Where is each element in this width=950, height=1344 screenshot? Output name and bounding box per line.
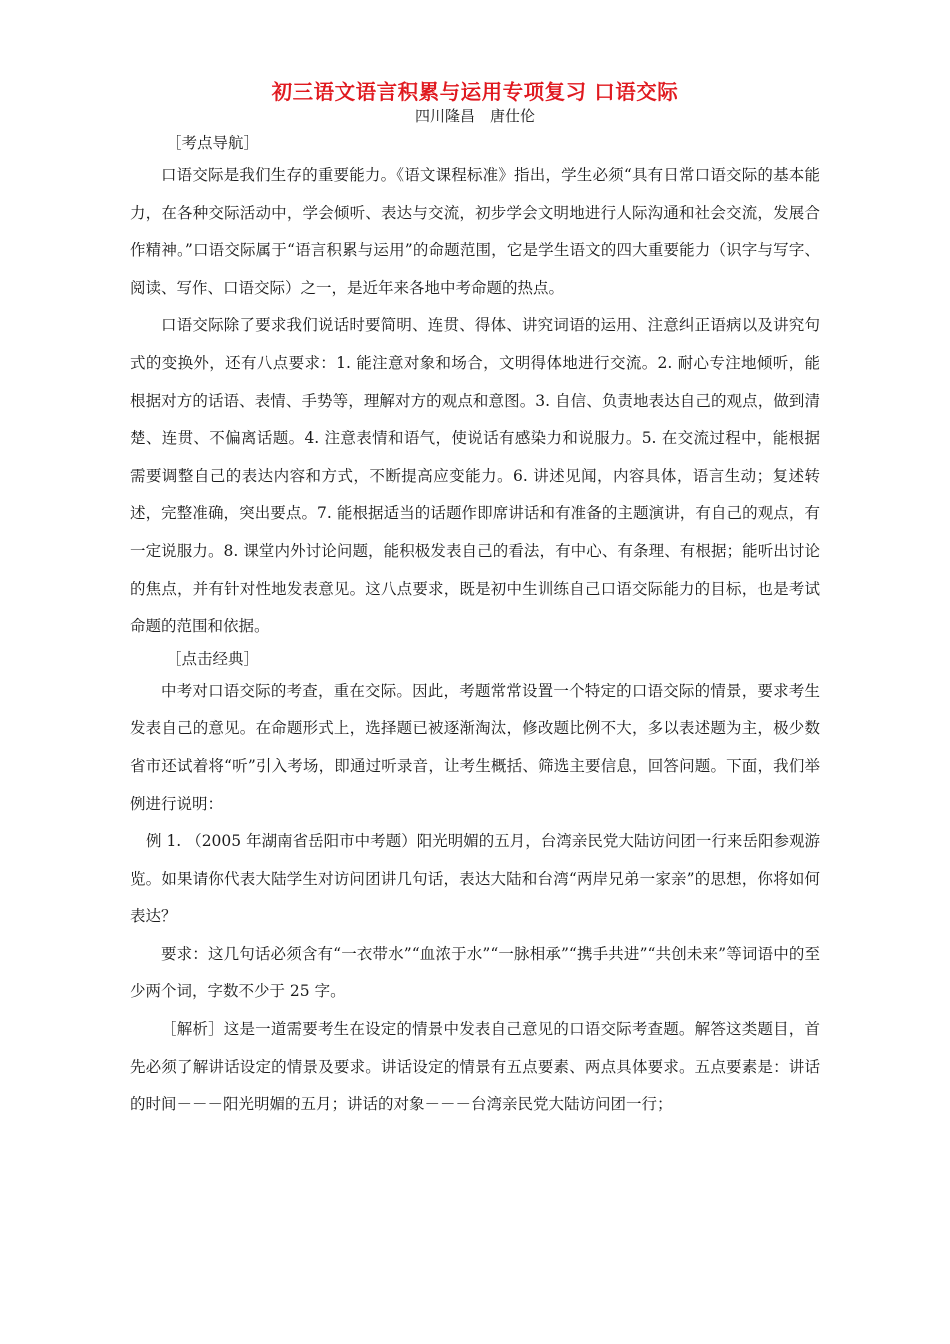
paragraph-analysis: ［解析］这是一道需要考生在设定的情景中发表自己意见的口语交际考查题。解答这类题目，首先必须了解讲话设定的情景及要求。讲话设定的情景有五点要素、两点具体要求。五点要素是：讲话的时间－－－阳光明媚的五月；讲话的对象－－－台湾亲民党大陆访问团一行； bbox=[130, 1020, 820, 1114]
paragraph-example-1: 例 1. （2005 年湖南省岳阳市中考题）阳光明媚的五月，台湾亲民党大陆访问团一行来岳阳参观游览。如果请你代表大陆学生对访问团讲几句话，表达大陆和台湾“两岸兄弟一家亲”的思想，你将如何表达？ bbox=[130, 832, 820, 926]
document-page bbox=[130, 78, 820, 1124]
section-heading-exam-guide: ［考点导航］ bbox=[166, 134, 260, 152]
paragraph-intro: 口语交际是我们生存的重要能力。《语文课程标准》指出，学生必须“具有日常口语交际的基本能力，在各种交际活动中，学会倾听、表达与交流，初步学会文明地进行人际沟通和社会交流，发展合作精神。”口语交际属于“语言积累与运用”的命题范围，它是学生语文的四大重要能力（识字与写字、阅读、写作、口语交际）之一，是近年来各地中考命题的热点。 bbox=[130, 166, 820, 297]
paragraph-requirement: 要求：这几句话必须含有“一衣带水”“血浓于水”“一脉相承”“携手共进”“共创未来”等词语中的至少两个词，字数不少于 25 字。 bbox=[130, 944, 820, 1001]
paragraph-exam-overview: 中考对口语交际的考查，重在交际。因此，考题常常设置一个特定的口语交际的情景，要求考生发表自己的意见。在命题形式上，选择题已被逐渐淘汰，修改题比例不大，多以表述题为主，极少数省市还试着将“听”引入考场，即通过听录音，让考生概括、筛选主要信息，回答问题。下面，我们举例进行说明： bbox=[130, 681, 820, 813]
section-heading-classic-examples: ［点击经典］ bbox=[166, 649, 260, 668]
document-title: 初三语文语言积累与运用专项复习 口语交际 bbox=[271, 80, 679, 104]
paragraph-eight-requirements: 口语交际除了要求我们说话时要简明、连贯、得体、讲究词语的运用、注意纠正语病以及讲究句式的变换外，还有八点要求：1. 能注意对象和场合，文明得体地进行交流。2. 耐心专注地倾听，能根据对方的话语、表情、手势等，理解对方的观点和意图。3. 自信、负责地表达自己的观点，做到清楚、连贯、不偏离话题。4. 注意表情和语气，使说话有感染力和说服力。5. 在交流过程中，能根据需要调整自己的表达内容和方式，不断提高应变能力。6. 讲述见闻，内容具体，语言生动；复述转述，完整准确，突出要点。7. 能根据适当的话题作即席讲话和有准备的主题演讲，有自己的观点，有一定说服力。8. 课堂内外讨论问题，能积极发表自己的看法，有中心、有条理、有根据；能听出讨论的焦点，并有针对性地发表意见。这八点要求，既是初中生训练自己口语交际能力的目标，也是考试命题的范围和依据。 bbox=[130, 316, 820, 636]
document-author: 四川隆昌 唐仕伦 bbox=[414, 107, 535, 125]
